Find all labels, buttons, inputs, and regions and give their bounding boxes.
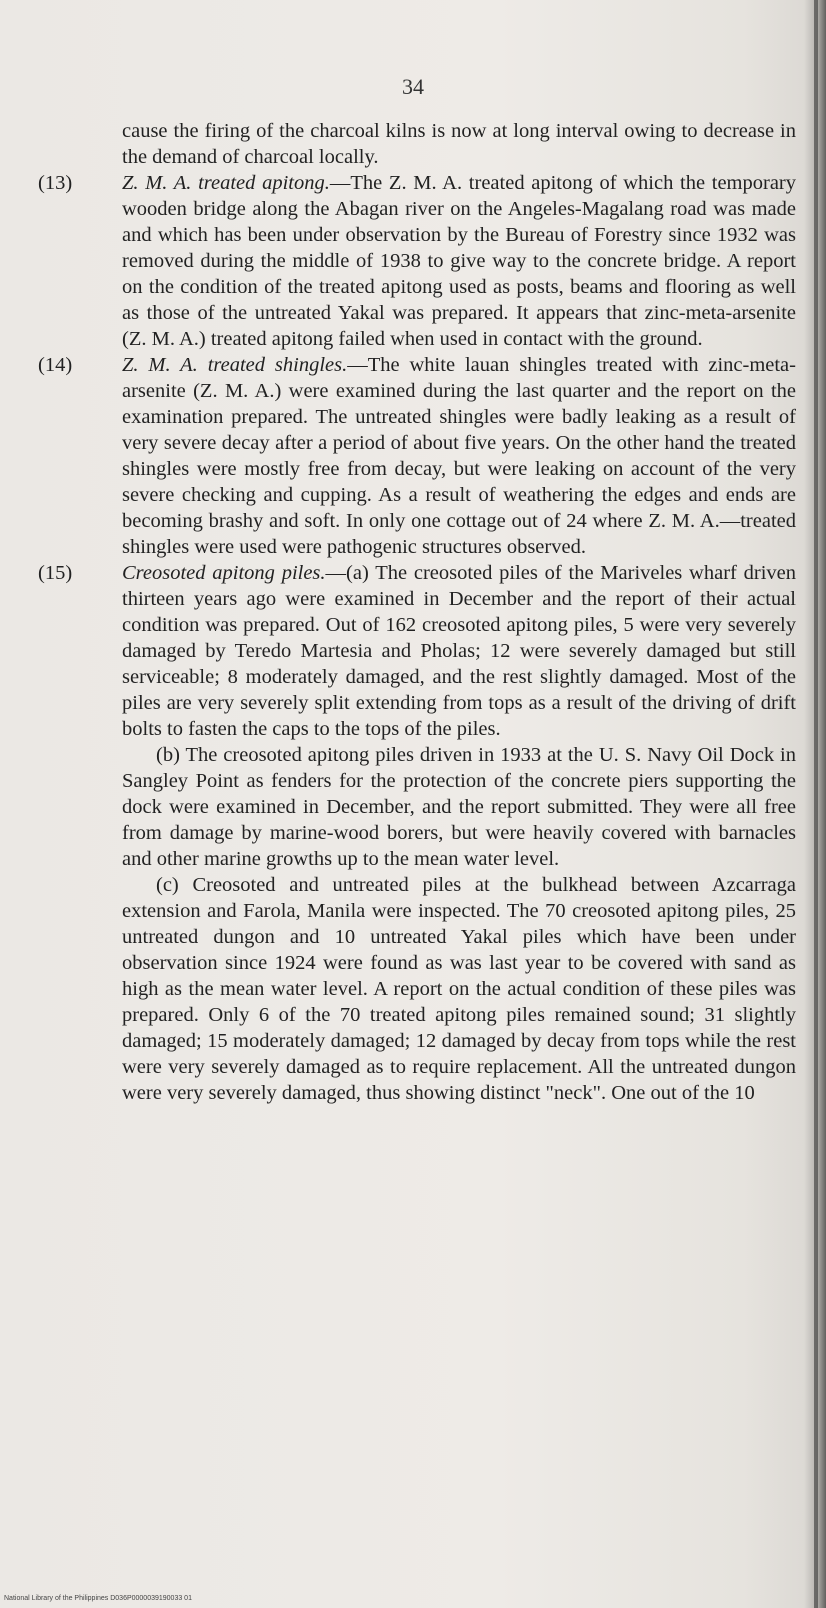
item-heading: Z. M. A. treated shingles. <box>122 354 348 376</box>
subparagraph-c: (c) Creosoted and untreated piles at the bulkhead between Azcarraga extension and Farola, Manila were inspected. The 70 creosoted apitong piles, 25 untreated dungon and 10 untreated Yakal piles which have been under observation since 1924 were found as was last year to be covered with sand as high as the mean water level. A report on the actual condition of these piles was prepared. Only 6 of the 70 treated apitong piles remained sound; 31 slightly damaged; 15 moderately damaged; 12 damaged by decay from tops while the rest were very severely damaged as to require replacement. All the untreated dungon were very severely damaged, thus showing distinct "neck". One out of the 10 <box>122 874 796 1104</box>
item-number: (15) <box>38 562 73 584</box>
item-number: (13) <box>38 172 73 194</box>
item-number: (14) <box>38 354 73 376</box>
binding-edge <box>814 0 818 1608</box>
item-heading: Creosoted apitong piles. <box>122 562 326 584</box>
archive-stamp: National Library of the Philippines D036P0000039190033 01 <box>4 1595 192 1602</box>
item-text: —(a) The creosoted piles of the Mariveles wharf driven thirteen years ago were examined in December and the report of their actual condition was prepared. Out of 162 creosoted apitong piles, 5 were very severely damaged by Teredo Martesia and Pholas; 12 were severely damaged but still serviceable; 8 moderately damaged, and the rest slightly damaged. Most of the piles are very severely split extending from tops as a result of the driving of drift bolts to fasten the caps to the tops of the piles. <box>122 562 796 740</box>
item-14 <box>38 352 796 560</box>
intro-paragraph: cause the firing of the charcoal kilns is now at long interval owing to decrease in the demand of charcoal locally. <box>122 120 796 168</box>
page-number: 34 <box>402 74 424 99</box>
item-heading: Z. M. A. treated apitong. <box>122 172 330 194</box>
item-15 <box>38 560 796 742</box>
item-text: —The white lauan shingles treated with zinc-meta-arsenite (Z. M. A.) were examined during the last quarter and the report on the examination prepared. The untreated shingles were badly leaking as a result of very severe decay after a period of about five years. On the other hand the treated shingles were mostly free from decay, but were leaking on account of the very severe checking and cupping. As a result of weathering the edges and ends are becoming brashy and soft. In only one cottage out of 24 where Z. M. A.—treated shingles were used were pathogenic structures observed. <box>122 354 796 558</box>
item-13 <box>38 170 796 352</box>
page-body <box>38 118 796 1106</box>
subparagraph-b: (b) The creosoted apitong piles driven in 1933 at the U. S. Navy Oil Dock in Sangley Point as fenders for the protection of the concrete piers supporting the dock were examined in December, and the report submitted. They were all free from damage by marine-wood borers, but were heavily covered with barnacles and other marine growths up to the mean water level. <box>122 744 796 870</box>
item-text: —The Z. M. A. treated apitong of which the temporary wooden bridge along the Abagan river on the Angeles-Magalang road was made and which has been under observation by the Bureau of Forestry since 1932 was removed during the middle of 1938 to give way to the concrete bridge. A report on the condition of the treated apitong used as posts, beams and flooring as well as those of the untreated Yakal was prepared. It appears that zinc-meta-arsenite (Z. M. A.) treated apitong failed when used in contact with the ground. <box>122 172 796 350</box>
